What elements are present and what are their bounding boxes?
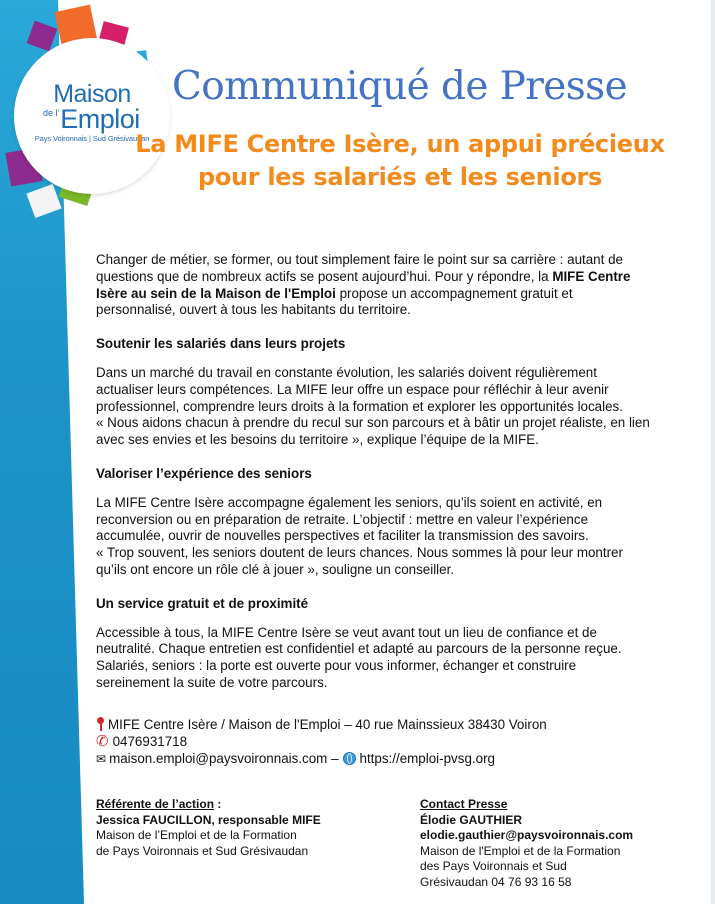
phone-number[interactable]: 0476931718	[112, 734, 188, 749]
logo-de: de l'	[43, 108, 60, 118]
section-heading-service: Un service gratuit et de proximité	[96, 595, 309, 611]
contact-block	[96, 716, 656, 768]
intro-paragraph	[96, 252, 651, 319]
pin-icon	[96, 717, 105, 731]
envelope-icon: ✉	[96, 752, 107, 766]
logo-maison: Maison	[53, 80, 131, 108]
section-salaries-quote: « Nous aidons chacun à prendre du recul sur son parcours et à bâtir un projet réaliste, en lien avec ses envies et les besoins du territoire », explique l’équipe de la MIFE.	[96, 415, 650, 448]
press-contact-org-line1: Maison de l'Emploi et de la Formation	[420, 843, 621, 858]
press-subtitle: La MIFE Centre Isère, un appui précieux pour les salariés et les seniors	[135, 130, 665, 191]
logo-square-white	[26, 184, 61, 218]
press-contact-org-line3: Grésivaudan 04 76 93 16 58	[420, 874, 572, 889]
intro-bold: MIFE Centre Isère au sein de la Maison de l'Emploi	[96, 268, 631, 301]
section-seniors-paragraph: La MIFE Centre Isère accompagne également les seniors, qu’ils soient en activité, en reconversion ou en préparation de retraite. L’objectif : mettre en valeur l’expérience accumulée, ouvrir de nouvelles perspectives et faciliter la transmission des savoirs.	[96, 494, 603, 544]
referent-org-line1: Maison de l’Emploi et de la Formation	[96, 828, 297, 842]
intro-text-2: propose un accompagnement gratuit et personnalisé, ouvert à tous les habitants du territoire.	[96, 285, 573, 318]
page-title: Communiqué de Presse	[172, 64, 628, 109]
section-service-closing: Salariés, seniors : la porte est ouverte pour vous informer, échanger et construire sereinement la suite de votre parcours.	[96, 658, 577, 690]
address-line	[96, 716, 656, 733]
email-web-line	[96, 750, 656, 768]
section-heading-seniors: Valoriser l’expérience des seniors	[96, 465, 312, 481]
section-service-paragraph: Accessible à tous, la MIFE Centre Isère se veut avant tout un lieu de confiance et de neutralité. Chaque entretien est confidentiel et adapté au parcours de la personne reçue.	[96, 624, 622, 657]
press-contact-org-line2: des Pays Voironnais et Sud	[420, 859, 567, 873]
referent-heading-colon: :	[214, 797, 222, 811]
press-body	[96, 252, 651, 692]
section-seniors-quote: « Trop souvent, les seniors doutent de leurs chances. Nous sommes là pour leur montrer qu’ils ont encore un rôle clé à jouer », souligne un conseiller.	[96, 545, 623, 577]
referent-name: Jessica FAUCILLON, responsable MIFE	[96, 812, 321, 827]
logo-subline: Pays Voironnais | Sud Grésivaudan	[34, 134, 150, 143]
press-contact-block	[420, 797, 660, 890]
logo-square-purple	[27, 21, 58, 52]
referent-org-line2: de Pays Voironnais et Sud Grésivaudan	[96, 843, 309, 858]
logo-emploi: Emploi	[60, 104, 140, 134]
phone-line	[96, 733, 656, 750]
intro-text-1: Changer de métier, se former, ou tout simplement faire le point sur sa carrière : autant de questions que de nombreux actifs se posent aujourd’hui. Pour y répondre, la	[96, 252, 623, 284]
address-text: MIFE Centre Isère / Maison de l'Emploi – 40 rue Mainssieux 38430 Voiron	[108, 717, 547, 732]
contact-email-link[interactable]: maison.emploi@paysvoironnais.com	[109, 751, 328, 766]
section-heading-salaries: Soutenir les salariés dans leurs projets	[96, 336, 346, 352]
section-salaries-paragraph: Dans un marché du travail en constante évolution, les salariés doivent régulièrement actualiser leurs compétences. La MIFE leur offre un espace pour réfléchir à leur avenir professionnel, comprendre leurs droits à la formation et explorer les opportunités locales.	[96, 364, 623, 414]
phone-icon: ✆	[96, 733, 109, 750]
press-contact-name: Élodie GAUTHIER	[420, 812, 523, 827]
referent-block	[96, 797, 396, 859]
globe-icon	[343, 752, 356, 765]
website-link[interactable]: https://emploi-pvsg.org	[359, 751, 495, 766]
referent-heading-line	[96, 797, 396, 813]
press-contact-email[interactable]: elodie.gauthier@paysvoironnais.com	[420, 828, 634, 842]
press-contact-heading: Contact Presse	[420, 797, 508, 811]
contact-separator: –	[331, 751, 339, 766]
page-edge	[711, 0, 715, 904]
referent-heading: Référente de l’action	[96, 797, 215, 811]
